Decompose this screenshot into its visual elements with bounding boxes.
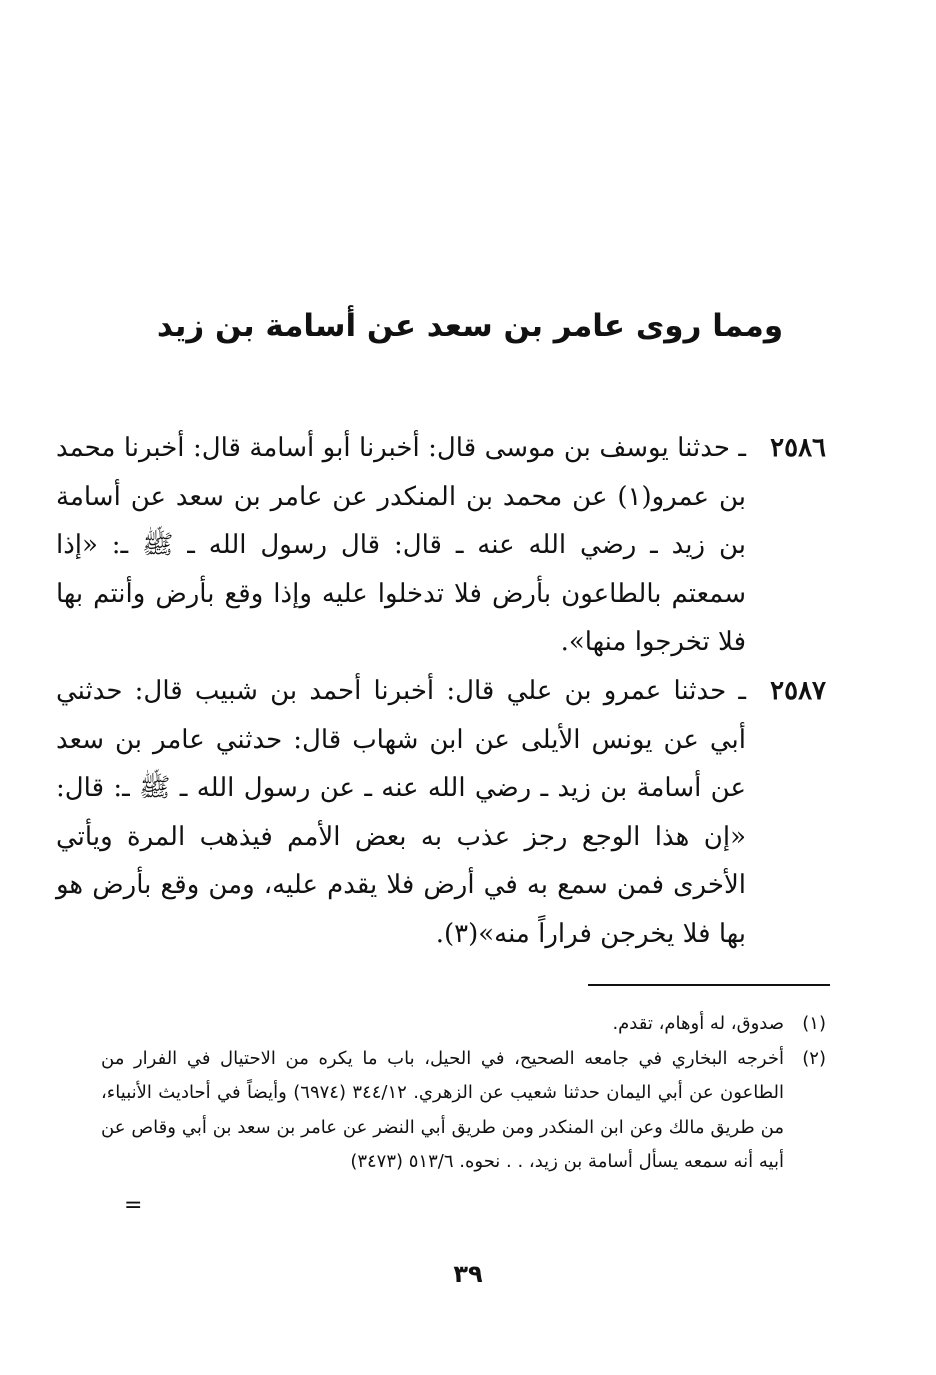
footnote-2 (101, 1042, 826, 1180)
page-number: ٣٩ (453, 1260, 483, 1288)
hadith-number: ٢٥٨٧ (770, 676, 826, 706)
footnotes (101, 1007, 826, 1180)
footnote-divider (588, 984, 830, 986)
hadith-number: ٢٥٨٦ (770, 433, 826, 463)
footnote-marker: (٢) (802, 1047, 826, 1069)
hadith-text: ـ حدثنا عمرو بن علي قال: أخبرنا أحمد بن شبيب قال: حدثني أبي عن يونس الأيلى عن ابن شهاب قال: حدثني عامر بن سعد عن أسامة بن زيد ـ رضي الله عنه ـ عن رسول الله ـ ﷺ ـ: قال: «إن هذا الوجع رجز عذب به بعض الأمم فيذهب المرة ويأتي الأخرى فمن سمع به في أرض فلا يقدم عليه، ومن وقع بأرض هو بها فلا يخرجن فراراً منه»(٣). (56, 676, 746, 949)
footnote-text: أخرجه البخاري في جامعه الصحيح، في الحيل، باب ما يكره من الاحتيال في الفرار من الطاعون عن أبي اليمان حدثنا شعيب عن الزهري. ٣٤٤/١٢ (٦٩٧٤) وأيضاً في أحاديث الأنبياء، من طريق مالك وعن ابن المنكدر ومن طريق أبي النضر عن عامر بن سعد بن أبي وقاص عن أبيه أنه سمعه يسأل أسامة بن زيد، . . نحوه. ٥١٣/٦ (٣٤٧٣) (101, 1047, 785, 1172)
hadith-text: ـ حدثنا يوسف بن موسى قال: أخبرنا أبو أسامة قال: أخبرنا محمد بن عمرو(١) عن محمد بن المنكدر عن عامر بن سعد عن أسامة بن زيد ـ رضي الله عنه ـ قال: قال رسول الله ـ ﷺ ـ: «إذا سمعتم بالطاعون بأرض فلا تدخلوا عليه وإذا وقع بأرض وأنتم بها فلا تخرجوا منها». (56, 433, 746, 657)
page-title: ومما روى عامر بن سعد عن أسامة بن زيد (156, 308, 784, 344)
continuation-mark: = (124, 1193, 143, 1218)
hadith-2586 (56, 424, 826, 667)
footnote-1 (101, 1007, 826, 1042)
footnote-marker: (١) (802, 1013, 826, 1034)
hadith-2587 (56, 667, 826, 958)
footnote-text: صدوق، له أوهام، تقدم. (612, 1013, 784, 1034)
